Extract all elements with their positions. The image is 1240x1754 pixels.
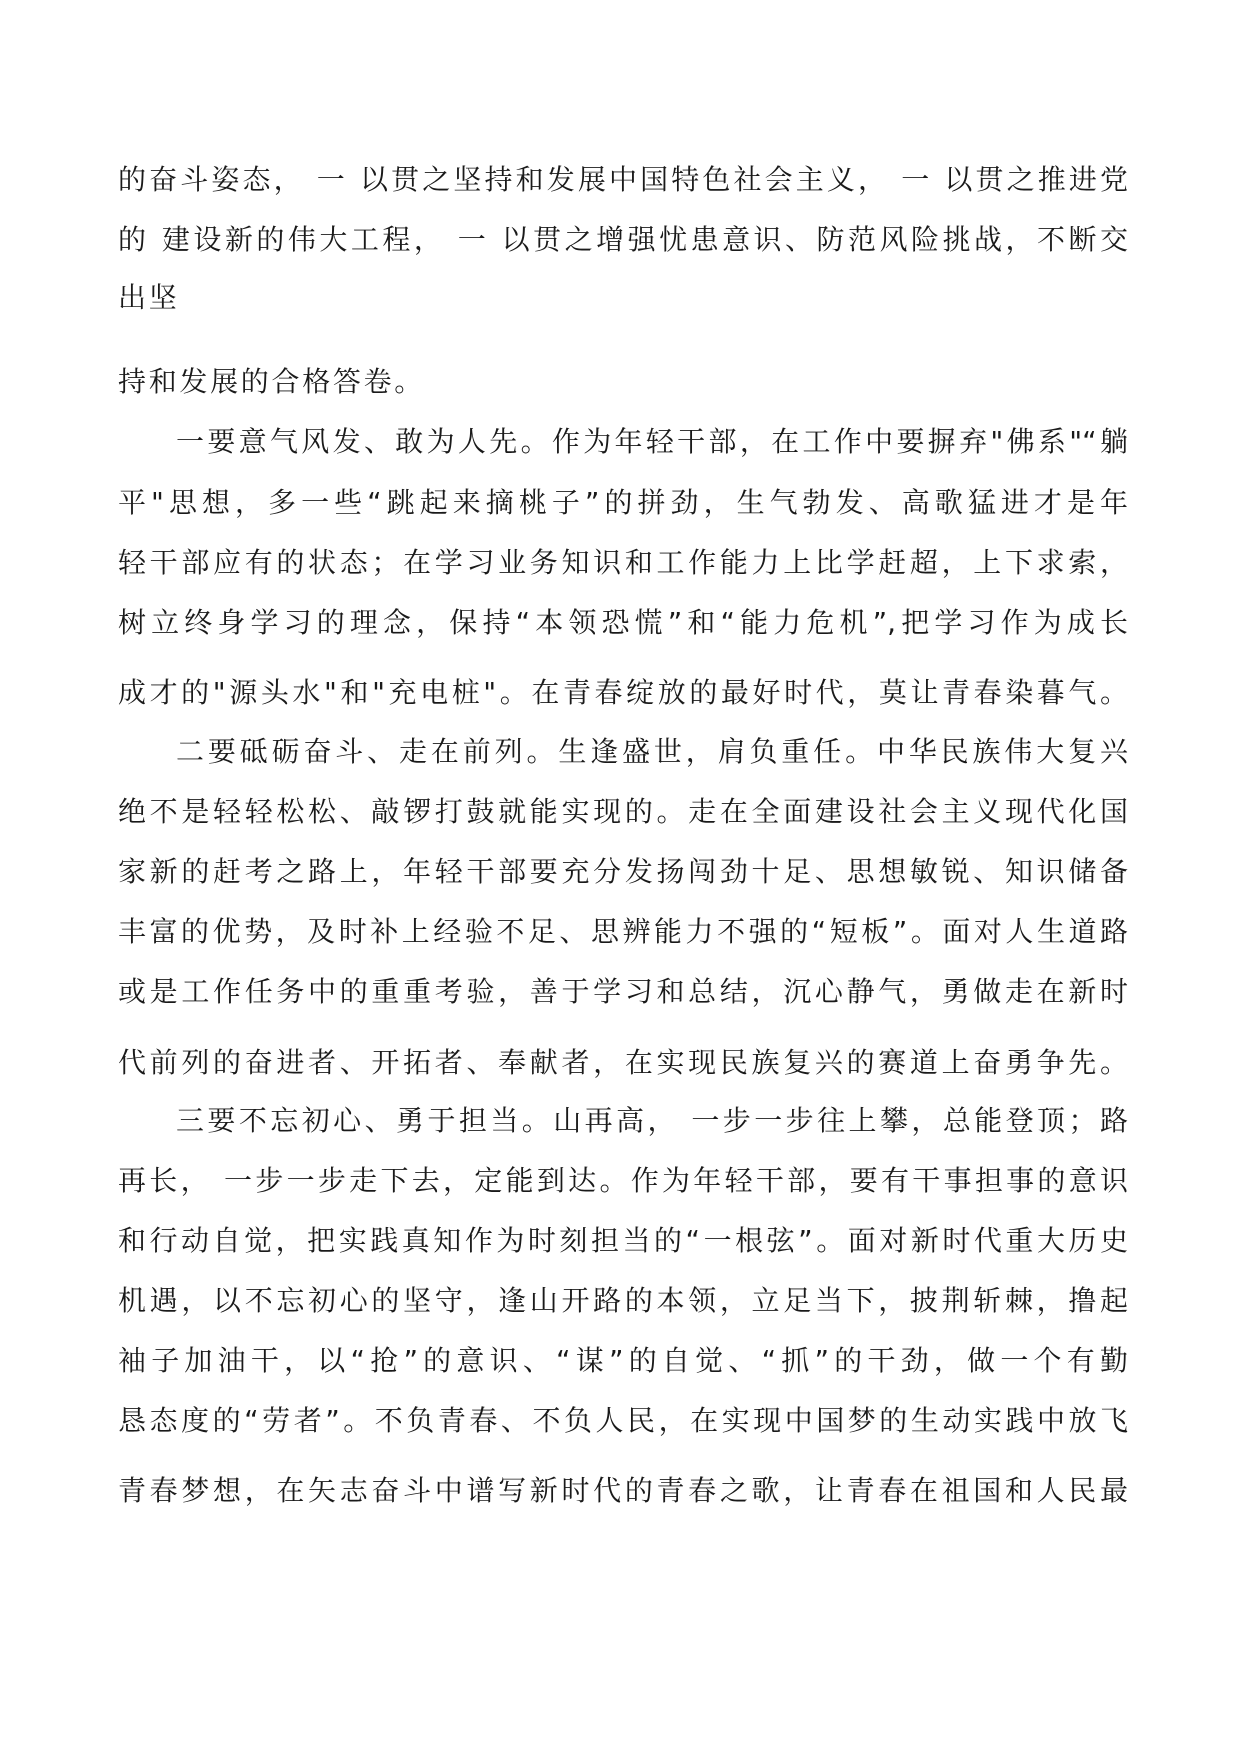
text-line: 轻干部应有的状态；在学习业务知识和工作能力上比学赶超，上下求索， <box>118 546 1128 579</box>
text-line: 平"思想，多一些“跳起来摘桃子”的拼劲，生气勃发、高歌猛进才是年 <box>118 486 1128 519</box>
text-line: 青春梦想，在矢志奋斗中谱写新时代的青春之歌，让青春在祖国和人民最 <box>118 1474 1128 1507</box>
text-line: 的 建设新的伟大工程， 一 以贯之增强忧患意识、防范风险挑战，不断交 <box>118 223 1128 256</box>
text-line: 的奋斗姿态， 一 以贯之坚持和发展中国特色社会主义， 一 以贯之推进党 <box>118 163 1128 196</box>
paragraph-start-line: 三要不忘初心、勇于担当。山再高， 一步一步往上攀，总能登顶；路 <box>176 1104 1128 1137</box>
text-line: 成才的"源头水"和"充电桩"。在青春绽放的最好时代，莫让青春染暮气。 <box>118 676 1128 709</box>
text-line: 出坚 <box>118 281 180 314</box>
text-line: 或是工作任务中的重重考验，善于学习和总结，沉心静气，勇做走在新时 <box>118 975 1128 1008</box>
text-line: 家新的赶考之路上，年轻干部要充分发扬闯劲十足、思想敏锐、知识储备 <box>118 855 1128 888</box>
text-line: 代前列的奋进者、开拓者、奉献者，在实现民族复兴的赛道上奋勇争先。 <box>118 1046 1128 1079</box>
text-line: 机遇，以不忘初心的坚守，逢山开路的本领，立足当下，披荆斩棘，撸起 <box>118 1284 1128 1317</box>
text-line: 和行动自觉，把实践真知作为时刻担当的“一根弦”。面对新时代重大历史 <box>118 1224 1128 1257</box>
text-line: 绝不是轻轻松松、敲锣打鼓就能实现的。走在全面建设社会主义现代化国 <box>118 795 1128 828</box>
paragraph-start-line: 一要意气风发、敢为人先。作为年轻干部，在工作中要摒弃"佛系"“躺 <box>176 425 1128 458</box>
text-line: 恳态度的“劳者”。不负青春、不负人民，在实现中国梦的生动实践中放飞 <box>118 1404 1128 1437</box>
text-line: 树立终身学习的理念，保持“本领恐慌”和“能力危机”,把学习作为成长 <box>118 606 1128 639</box>
paragraph-start-line: 二要砥砺奋斗、走在前列。生逢盛世，肩负重任。中华民族伟大复兴 <box>176 735 1128 768</box>
text-line: 再长， 一步一步走下去，定能到达。作为年轻干部，要有干事担事的意识 <box>118 1164 1128 1197</box>
text-line: 持和发展的合格答卷。 <box>118 365 426 398</box>
text-line: 袖子加油干，以“抢”的意识、“谋”的自觉、“抓”的干劲，做一个有勤 <box>118 1344 1128 1377</box>
text-line: 丰富的优势，及时补上经验不足、思辨能力不强的“短板”。面对人生道路 <box>118 915 1128 948</box>
